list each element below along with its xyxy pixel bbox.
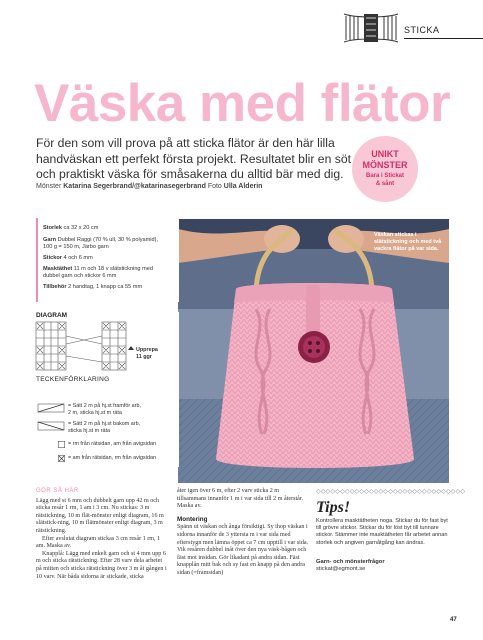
instructions-paragraph: Lägg med st 6 mm och dubbelt garn upp 42 m och sticka resår 1 rm, 1 am i 3 cm. Nu stickas: 3 m rätstickning, 10 m flät-mönster enligt diagram, 16 m slätstick-ning, 10 m flätmönster enligt diagram, 3 m rätstickning. — [36, 497, 164, 534]
cable-front-symbol-icon — [38, 404, 64, 412]
photo-caption: Väskan stickas i slätstickning och med två vackra flätor på var sida. — [374, 232, 442, 252]
badge-line2: MÖNSTER — [362, 160, 408, 170]
badge-line3: Bara i Stickat — [365, 173, 405, 179]
spec-line: dubbel garn och stickor 6 mm — [43, 273, 117, 279]
credits — [36, 183, 262, 190]
page-number: 47 — [450, 617, 457, 623]
instructions-heading: GÖR SÅ HÄR — [36, 488, 79, 494]
diagram-title: DIAGRAM — [36, 312, 68, 319]
tips-text: Kontrollera masktätheten noga. Stickar du för fast byt till grövre stickor. Stickar du för löst byt till tunnare stickor. Stämmer inte masktätheten får arbetet annan storlek och angiven garnåtgång kan ändras. — [316, 518, 448, 546]
legend-item: = am från rätsidan, rm från avigsidan — [68, 455, 156, 461]
article-title: Väska med flätor — [34, 74, 451, 133]
instructions-paragraph: Efter avslutat diagram stickas 3 cm resår 1 rm, 1 am. Maska av. — [36, 535, 161, 550]
unique-pattern-badge — [352, 136, 418, 202]
category-label: STICKA — [404, 25, 440, 35]
spec-line: Stickor 4 och 6 mm — [43, 255, 93, 261]
spec-line: Masktäthet 11 m och 18 v slätstickning med — [43, 266, 153, 272]
credit-pattern-label: Mönster — [36, 183, 62, 190]
knit-symbol-icon — [58, 441, 65, 448]
purl-symbol-icon — [58, 455, 65, 462]
montering-heading: Montering — [177, 515, 208, 523]
tips-box — [316, 488, 466, 574]
tips-title: Tips! — [316, 499, 351, 516]
credit-photo-label: Foto — [207, 183, 222, 190]
category-rule — [404, 38, 483, 39]
legend-title: TECKENFÖRKLARING — [36, 376, 110, 383]
cable-back-symbol-icon — [38, 422, 64, 430]
contact-email[interactable]: stickat@egmont.se — [316, 566, 366, 573]
repeat-label: Upprepa 11 ggr — [136, 347, 158, 360]
instructions-paragraph: Spänn ut väskan och ånga försiktigt. Sy ihop väskan i sidorna innanför de 3 yttersta m i var sida med efterstygn men lämna öppet ca 7 cm upptill i var sida. Vik resåren dubbel inåt över den nya väsk-bågen och fäst mot insidan. Gör likadant på andra sidan. Fäst knapplån mitt bak och sy fast en knapp på den andra sidan (=framsidan) — [177, 524, 309, 576]
credit-photo-author: Ulla Alderin — [223, 183, 263, 190]
contact-label: Garn- och mönsterfrågor — [316, 558, 385, 565]
spec-line: 100 g = 150 m, Järbo garn — [43, 244, 109, 250]
credit-pattern-author: Katarina Segerbrand/@katarinasegerbrand — [63, 183, 206, 190]
bag-photo — [178, 219, 449, 483]
instructions-column-2 — [177, 488, 309, 578]
badge-line1: UNIKT — [371, 149, 399, 159]
intro-text: För den som vill prova på att sticka flätor är den här lilla handväskan ett perfekt första projekt. Resultatet blir en söt och praktiskt väska för småsakerna du alltid bär med dig. — [36, 136, 352, 181]
spec-line: Storlek ca 32 x 20 cm — [43, 225, 99, 231]
diagram-section — [36, 312, 179, 467]
spec-line: Garn Dubbel Raggi (70 % ull, 30 % polyamid), — [43, 237, 159, 243]
legend-item: = Sätt 2 m på hj.st bakom arb, sticka hj.st m räta — [68, 421, 141, 434]
knitting-chart — [36, 322, 146, 370]
yarn-skein-icon — [336, 10, 406, 46]
badge-line4: & sånt — [375, 180, 395, 187]
specs-accent-bar — [36, 218, 38, 302]
legend-item: = rm från rätsidan, am från avigsidan — [68, 441, 156, 447]
instructions-paragraph: åter igen över 6 m, efter 2 varv sticka 2 m tillsammans innanför 1 m i var sida till 2 m återstår. Maska av. — [177, 488, 304, 510]
spec-line: Tillbehör 2 handtag, 1 knapp ca 55 mm — [43, 284, 143, 290]
contact-info — [316, 559, 449, 574]
instructions-paragraph: Knapplå: Lägg med enkelt garn och st 4 mm upp 6 m och sticka rätstickning. Efter 28 varv dela arbetet på mitten och sticka rätstickning över 3 m åt gången i 10 varv. När båda sidorna är stickade, sticka — [36, 550, 167, 580]
specs-box — [36, 218, 179, 302]
instructions-column-1 — [36, 488, 167, 581]
legend-item: = Sätt 2 m på hj.st framför arb, 2 m, sticka hj.st m räta — [68, 403, 141, 416]
tips-divider: ◇◇◇◇◇◇◇◇◇◇◇◇◇◇◇◇◇◇◇◇◇◇◇◇◇◇◇◇◇◇◇ — [316, 489, 466, 495]
